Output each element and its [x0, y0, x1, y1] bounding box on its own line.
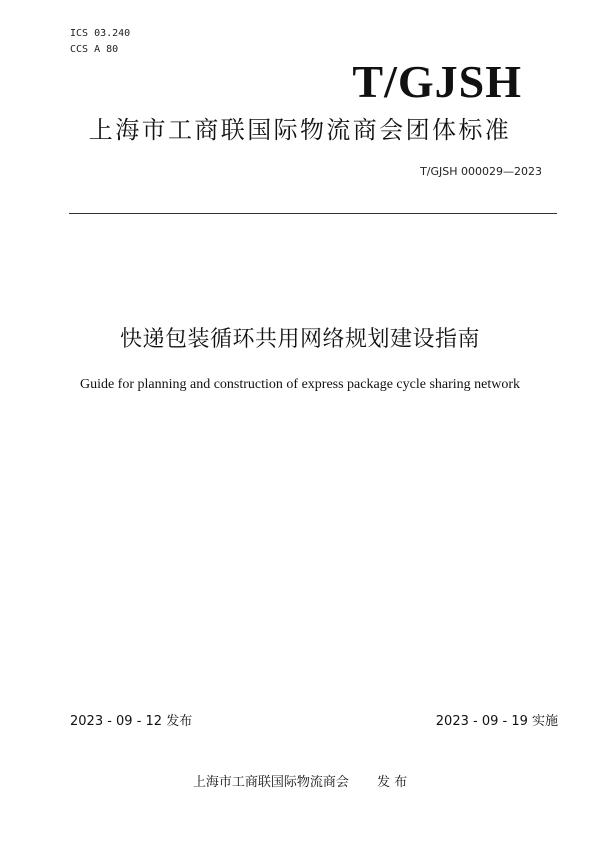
issuer-action: 发 布 — [376, 775, 408, 790]
issuer-line — [0, 774, 600, 792]
publish-date: 2023 - 09 - 12 发布 — [70, 714, 193, 729]
organization-standard-heading: 上海市工商联国际物流商会团体标准 — [88, 116, 512, 144]
effective-date: 2023 - 09 - 19 实施 — [435, 714, 558, 729]
standard-brand-logo: T/GJSH — [352, 56, 522, 107]
document-title-english: Guide for planning and construction of express package cycle sharing network — [79, 377, 521, 392]
header-divider — [69, 213, 557, 214]
issuer-name: 上海市工商联国际物流商会 — [192, 775, 349, 790]
document-title-chinese: 快递包装循环共用网络规划建设指南 — [119, 327, 480, 352]
standard-number: T/GJSH 000029—2023 — [420, 165, 542, 178]
ccs-code: CCS A 80 — [70, 44, 119, 55]
ics-code: ICS 03.240 — [70, 28, 131, 39]
